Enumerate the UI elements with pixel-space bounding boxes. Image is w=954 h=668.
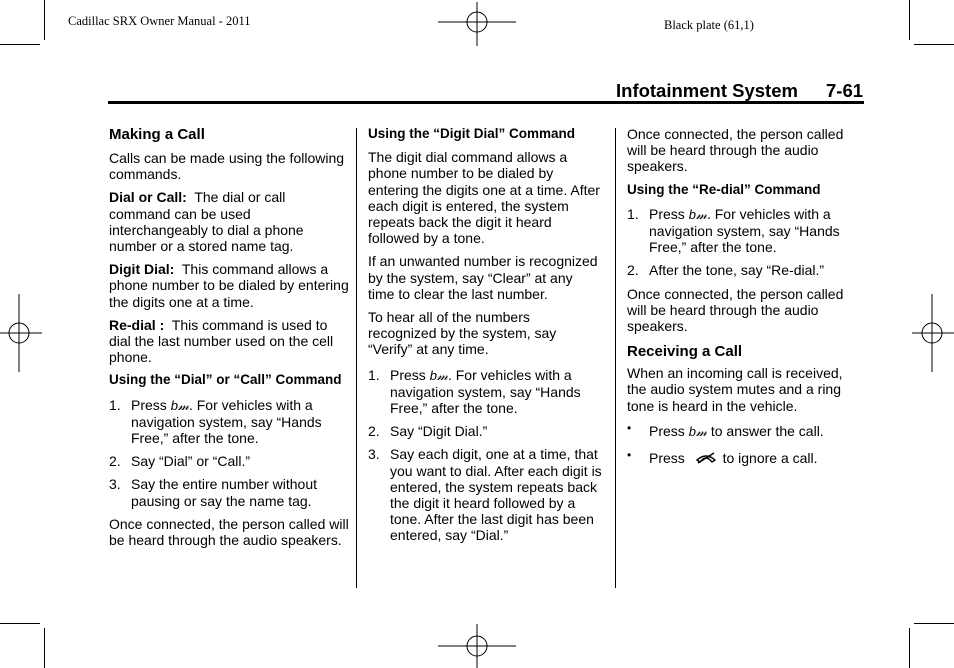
digit-text: This command allows a phone number to be dialed by entering the digits one at a time.	[109, 261, 349, 310]
list-item: 3. Say each digit, one at a time, that you want to dial. After each digit is entered, the system repeats back the digit it heard followed by a tone. After the last digit has been entered, say “Dial.”	[368, 446, 602, 544]
crop-mark	[909, 0, 910, 40]
registration-mark-left	[0, 294, 42, 372]
list-item: 1. Press b𝓂. For vehicles with a navigation system, say “Hands Free,” after the tone.	[627, 205, 840, 256]
paragraph: When an incoming call is received, the audio system mutes and a ring tone is heard in the vehicle.	[627, 365, 843, 414]
column-2	[368, 126, 602, 551]
registration-mark-bottom	[438, 624, 516, 668]
intro-text: Calls can be made using the following commands.	[109, 150, 345, 183]
dial-steps	[109, 397, 349, 509]
dial-call-subheading: Using the “Dial” or “Call” Command	[109, 372, 342, 388]
hang-up-icon	[695, 452, 717, 464]
list-item: • Press to ignore a call.	[627, 448, 818, 467]
crop-mark	[0, 623, 40, 624]
receiving-a-call-heading: Receiving a Call	[627, 343, 743, 361]
paragraph: To hear all of the numbers recognized by the system, say “Verify” at any time.	[368, 309, 557, 358]
crop-mark	[0, 44, 40, 45]
redial-subheading: Using the “Re-dial” Command	[627, 181, 821, 197]
header-rule	[108, 101, 864, 104]
digit-dial-steps	[368, 367, 602, 544]
registration-mark-right	[912, 294, 954, 372]
page-number: 7-61	[826, 80, 864, 101]
list-item: 3. Say the entire number without pausing or say the name tag.	[109, 476, 317, 509]
list-item: 2. After the tone, say “Re-dial.”	[627, 262, 825, 279]
column-1	[109, 126, 349, 555]
digit-label: Digit Dial:	[109, 261, 175, 278]
paragraph: The digit dial command allows a phone number to be dialed by entering the digits one at a time. After each digit is entered, the system repeats back the digit it heard followed by a tone.	[368, 149, 600, 247]
digit-paragraph	[109, 261, 349, 310]
dial-label: Dial or Call:	[109, 189, 187, 206]
phone-voice-icon: b𝓂	[688, 423, 707, 439]
paragraph: If an unwanted number is recognized by the system, say “Clear” at any time to clear the last number.	[368, 253, 598, 302]
crop-mark	[914, 44, 954, 45]
phone-voice-icon: b𝓂	[429, 367, 448, 383]
list-item: 1. Press b𝓂. For vehicles with a navigation system, say “Hands Free,” after the tone.	[368, 366, 581, 417]
digit-dial-subheading: Using the “Digit Dial” Command	[368, 126, 576, 141]
column-divider	[356, 128, 357, 588]
column-3	[627, 126, 861, 476]
list-item: • Press b𝓂 to answer the call.	[627, 420, 824, 439]
dial-paragraph	[109, 189, 349, 254]
receive-bullets	[627, 420, 861, 467]
redial-text: This command is used to dial the last number used on the cell phone.	[109, 316, 334, 366]
redial-steps	[627, 206, 861, 279]
crop-mark	[914, 623, 954, 624]
crop-mark	[44, 0, 45, 40]
redial-paragraph	[109, 317, 349, 366]
list-item: 1. Press b𝓂. For vehicles with a navigation system, say “Hands Free,” after the tone.	[109, 396, 322, 447]
paragraph: Once connected, the person called will be heard through the audio speakers.	[627, 285, 844, 335]
crop-mark	[44, 628, 45, 668]
crop-mark	[909, 628, 910, 668]
column-divider	[615, 128, 616, 588]
list-item: 2. Say “Digit Dial.”	[368, 423, 488, 440]
paragraph: Once connected, the person called will be heard through the audio speakers.	[627, 126, 844, 175]
manual-title: Cadillac SRX Owner Manual - 2011	[68, 14, 251, 28]
outro-text: Once connected, the person called will be heard through the audio speakers.	[109, 515, 349, 549]
plate-label: Black plate (61,1)	[664, 18, 754, 32]
redial-label: Re-dial :	[109, 316, 165, 333]
phone-voice-icon: b𝓂	[170, 397, 189, 413]
list-item: 2. Say “Dial” or “Call.”	[109, 453, 251, 470]
registration-mark-top	[438, 2, 516, 46]
making-a-call-heading: Making a Call	[109, 126, 205, 143]
dial-text: The dial or call command can be used interchangeably to dial a phone number or a stored name tag.	[109, 189, 304, 255]
phone-voice-icon: b𝓂	[688, 206, 707, 222]
section-title: Infotainment System	[616, 80, 798, 101]
